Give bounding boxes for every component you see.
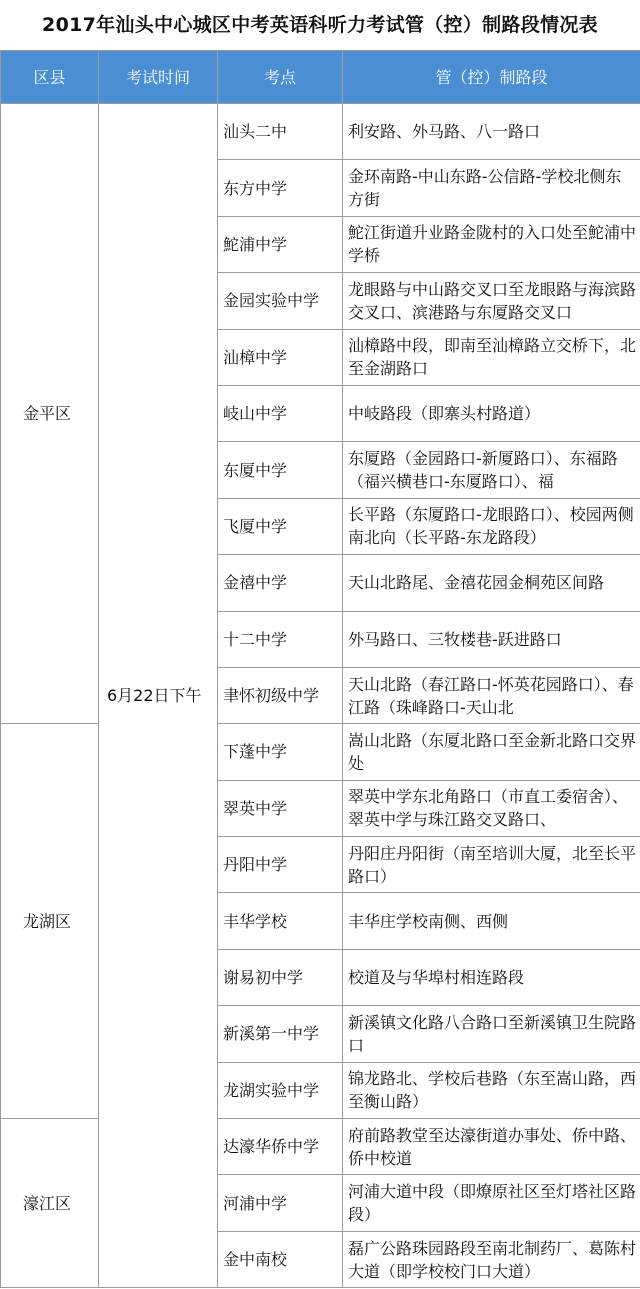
table-header-row [1, 51, 640, 104]
control-section-text: 东厦路（金园路口-新厦路口）、东福路（福兴横巷口-东厦路口）、福 [348, 449, 618, 492]
control-section-cell [343, 555, 640, 611]
control-section-cell [343, 442, 640, 498]
control-section-cell [343, 1006, 640, 1062]
exam-site-cell: 岐山中学 [218, 385, 343, 441]
control-section-text: 鮀江街道升业路金陇村的入口处至鮀浦中学桥 [348, 223, 636, 266]
control-section-cell [343, 160, 640, 216]
exam-site-cell: 金禧中学 [218, 555, 343, 611]
exam-site-cell: 东方中学 [218, 160, 343, 216]
exam-site-cell: 丹阳中学 [218, 837, 343, 893]
control-section-text: 金环南路-中山东路-公信路-学校北侧东方街 [348, 167, 622, 210]
control-section-text: 丹阳庄丹阳街（南至培训大厦，北至长平路口） [348, 843, 636, 886]
control-section-cell [343, 385, 640, 441]
header-exam-site: 考点 [218, 51, 343, 104]
table-body [1, 104, 640, 1288]
exam-site-cell: 汕头二中 [218, 104, 343, 160]
exam-site-cell: 达濠华侨中学 [218, 1119, 343, 1175]
control-section-text: 龙眼路与中山路交叉口至龙眼路与海滨路交叉口、滨港路与东厦路交叉口 [348, 279, 636, 322]
header-district: 区县 [1, 51, 99, 104]
control-section-text: 中岐路段（即寨头村路道） [348, 404, 541, 424]
control-section-text: 天山北路尾、金禧花园金桐苑区间路 [348, 573, 605, 593]
exam-site-cell: 鮀浦中学 [218, 216, 343, 272]
control-section-text: 天山北路（春江路口-怀英花园路口）、春江路（珠峰路口-天山北 [348, 674, 634, 717]
control-section-cell [343, 273, 640, 329]
table-row [1, 104, 640, 160]
page-title: 2017年汕头中心城区中考英语科听力考试管（控）制路段情况表 [42, 14, 598, 36]
table-row [1, 724, 640, 780]
control-section-cell [343, 498, 640, 554]
control-section-text: 翠英中学东北角路口（市直工委宿舍）、翠英中学与珠江路交叉路口、 [348, 787, 629, 830]
exam-site-cell: 新溪第一中学 [218, 1006, 343, 1062]
control-section-cell [343, 780, 640, 836]
exam-time-cell: 6月22日下午 [99, 104, 218, 1288]
control-section-text: 校道及与华埠村相连路段 [348, 968, 525, 988]
control-section-text: 外马路口、三牧楼巷-跃进路口 [348, 629, 562, 649]
control-section-text: 磊广公路珠园路段至南北制药厂、葛陈村大道（即学校校门口大道） [348, 1238, 636, 1281]
exam-site-cell: 丰华学校 [218, 893, 343, 949]
control-section-text: 长平路（东厦路口-龙眼路口）、校园两侧南北向（长平路-东龙路段） [348, 505, 634, 548]
exam-site-cell: 东厦中学 [218, 442, 343, 498]
header-control-section: 管（控）制路段 [343, 51, 640, 104]
exam-site-cell: 翠英中学 [218, 780, 343, 836]
control-section-cell [343, 837, 640, 893]
control-section-text: 新溪镇文化路八合路口至新溪镇卫生院路口 [348, 1012, 636, 1055]
control-section-cell [343, 1231, 640, 1287]
control-section-text: 锦龙路北、学校后巷路（东至嵩山路，西至衡山路） [348, 1069, 636, 1112]
control-section-text: 汕樟路中段，即南至汕樟路立交桥下，北至金湖路口 [348, 336, 636, 379]
control-section-cell [343, 104, 640, 160]
exam-site-cell: 汕樟中学 [218, 329, 343, 385]
exam-site-cell: 下蓬中学 [218, 724, 343, 780]
control-section-cell [343, 329, 640, 385]
control-section-text: 嵩山北路（东厦北路口至金新北路口交界处 [348, 730, 636, 773]
district-cell: 龙湖区 [1, 724, 99, 1119]
control-section-cell [343, 667, 640, 723]
control-section-cell [343, 1119, 640, 1175]
exam-site-cell: 谢易初中学 [218, 949, 343, 1005]
control-section-text: 府前路教堂至达濠街道办事处、侨中路、侨中校道 [348, 1125, 636, 1168]
control-section-cell [343, 949, 640, 1005]
exam-site-cell: 金中南校 [218, 1231, 343, 1287]
exam-site-cell: 河浦中学 [218, 1175, 343, 1231]
control-section-cell [343, 1175, 640, 1231]
header-exam-time: 考试时间 [99, 51, 218, 104]
control-sections-table [0, 50, 640, 1288]
control-section-cell [343, 893, 640, 949]
exam-site-cell: 十二中学 [218, 611, 343, 667]
district-cell: 濠江区 [1, 1119, 99, 1288]
control-section-text: 河浦大道中段（即燎原社区至灯塔社区路段） [348, 1182, 636, 1225]
exam-site-cell: 龙湖实验中学 [218, 1062, 343, 1118]
exam-site-cell: 聿怀初级中学 [218, 667, 343, 723]
control-section-text: 丰华庄学校南侧、西侧 [348, 911, 509, 931]
exam-site-cell: 飞厦中学 [218, 498, 343, 554]
control-section-cell [343, 216, 640, 272]
control-section-cell [343, 611, 640, 667]
exam-site-cell: 金园实验中学 [218, 273, 343, 329]
control-section-cell [343, 724, 640, 780]
control-section-cell [343, 1062, 640, 1118]
control-section-text: 利安路、外马路、八一路口 [348, 122, 541, 142]
table-row [1, 1119, 640, 1175]
district-cell: 金平区 [1, 104, 99, 724]
